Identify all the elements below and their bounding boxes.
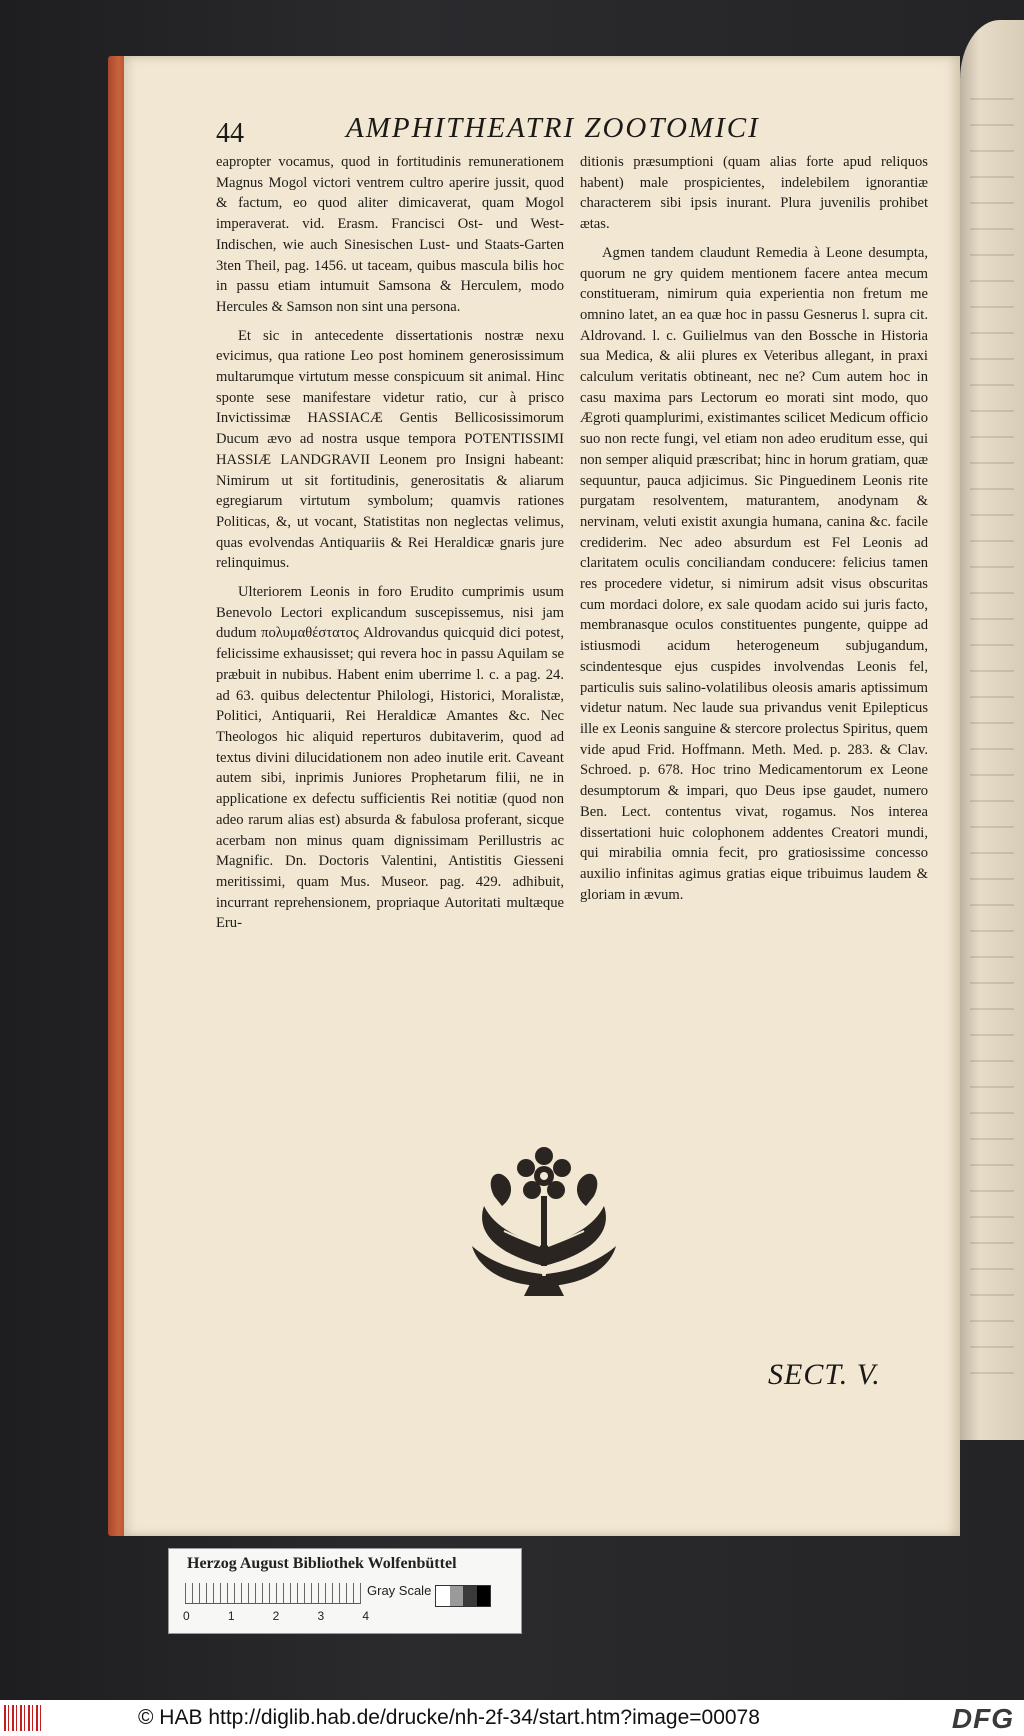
ruler-scale xyxy=(185,1583,361,1604)
ruler-number: 3 xyxy=(317,1609,325,1623)
next-page-edge xyxy=(960,20,1024,1440)
paragraph: Agmen tandem claudunt Remedia à Leone desumpta, quorum ne gry quidem mentionem facere antea mecum constitueram, nimirum quia experientia non fretum me omnino latet, an ea quæ hoc in passu Gesnerus l. supra cit. Aldrovand. l. c. Guilielmus van den Bossche in Historia sua Medica, & alii plures ex Veteribus allegant, in praxi calculum veritatis obtineant, nec ne? Cum autem hoc in casu maxima pars Lectorum eo morati sint modo, quo Ægroti quamplurimi, existimantes scilicet Medicum officio suo non recte fungi, vel etiam non adeo eruditum esse, qui non semper aliquid præscribat; hinc in horum gratiam, quæ sequuntur, pauca adjicimus. Sic Pinguedinem Leonis rite purgatam resolventem, maturantem, anodynam & nervinam, veluti existit axungia humana, canina &c. facile crediderim. Nec adeo absurdum est Fel Leonis ad claritatem oculis conciliandam conducere: felicius tamen res procedere videtur, si nimirum adsit visus obscuritas cum mordaci dolore, ex sale quodam acido sui juris facto, membranasque oculos constituentes pungente, quippe ad istiusmodi acidum heterogeneum subjugandum, scindentesque ejus cuspides involvendas Leonis fel, particulis suis salino-volatilibus oleosis amaris aptissimum videtur natum. Nec laude sua privandus venit Epilepticus ille ex Leonis sanguine & stercore prolectus Spiritus, quem vide apud Frid. Hoffmann. Meth. Med. p. 283. & Clav. Schroed. p. 678. Hoc trino Medicamentorum ex Leone desumptorum & impari, quo Deus ipse gaudet, numero Ben. Lect. contentus vivat, rogamus. Nos interea dissertationi huic colophonem addentes Creatori mundi, qui mirabilia omnia fecit, pro gratiosissime concesso auxilio infinitas agimus gratias eique tribuimus laudem & gloriam in ævum. xyxy=(580,244,928,903)
bleed-through-marks xyxy=(970,80,1014,1380)
gray-scale-swatch xyxy=(435,1585,491,1607)
floral-ornament-icon xyxy=(464,1136,624,1306)
paragraph: ditionis præsumptioni (quam alias forte apud reliquos habent) male prospicientes, indelebilem ignorantiæ characterem sibi ipsis inurant. Plura juvenilis prohibet ætas. xyxy=(580,154,928,233)
dfg-logo: DFG xyxy=(951,1703,1014,1734)
paragraph: Et sic in antecedente dissertationis nostræ nexu evicimus, qua ratione Leo post hominem generosissimum multarumque virtutum messe conspicuum sit animal. Hinc sponte sese manifestare videtur ratio, cur à prisco Invictissimæ HASSIACÆ Gentis Bellicosissimorum Ducum ævo ad nostra usque tempora POTENTISSIMI HASSIÆ LANDGRAVII Leonem pro Insigni habeant: Nimirum ut sit fortitudinis, generositatis & aliarum egregiarum virtutum symbolum; quamvis rationes Politicas, &, ut vocant, Statistitas non neglectas velimus, quas evolvendas Antiquariis & Rei Heraldicæ gnaris jure relinquimus. xyxy=(216,327,564,572)
ruler-number: 1 xyxy=(227,1609,235,1623)
copyright-url[interactable]: © HAB http://diglib.hab.de/drucke/nh-2f-34/start.htm?image=00078 xyxy=(138,1706,760,1729)
book-page xyxy=(124,56,960,1536)
ruler-numbers xyxy=(183,1609,369,1623)
gray-scale-label: Gray Scale xyxy=(367,1583,432,1598)
hab-logo-icon xyxy=(4,1705,42,1731)
ruler-number: 2 xyxy=(272,1609,280,1623)
catchword: SECT. V. xyxy=(768,1358,881,1391)
footer-bar xyxy=(0,1700,1024,1736)
ruler-number: 4 xyxy=(362,1609,369,1623)
paragraph: eapropter vocamus, quod in fortitudinis remunerationem Magnus Mogol victori ventrem cultro aperire jussit, quod & factum, eo quod aliter dimicaverat, quam Mogol imperaverat. vid. Erasm. Francisci Ost- und West- Indischen, wie auch Sinesischen Lust- und Staats-Garten 3ten Theil, pag. 1456. ut taceam, quibus mascula bilis hoc in passu etiam intumuit Samsona & Herculem, modo Hercules & Samson non sint una persona. xyxy=(216,154,564,315)
color-calibration-card xyxy=(168,1548,522,1634)
left-text-column xyxy=(216,152,564,942)
ruler-number: 0 xyxy=(183,1609,190,1623)
running-head: AMPHITHEATRI ZOOTOMICI xyxy=(346,112,760,144)
page-number: 44 xyxy=(216,118,244,149)
library-name: Herzog August Bibliothek Wolfenbüttel xyxy=(187,1555,457,1572)
right-text-column xyxy=(580,152,928,913)
paragraph: Ulteriorem Leonis in foro Erudito cumprimis usum Benevolo Lectori explicandum suscepissemus, nisi jam dudum πολυμαθέστατος Aldrovandus quicquid dici potest, felicissime exhausisset; qui revera hoc in passu Aquilam se præbuit in nubibus. Habent enim uberrime l. c. a pag. 24. ad 63. quibus delectentur Philologi, Historici, Moralistæ, Politici, Antiquarii, Rei Heraldicæ Amantes &c. Nec Theologos hic aliquid reperturos dubitaverim, quod ad textus divini dilucidationem non adeo inutile erit. Caveant autem sibi, inprimis Juniores Prophetarum filii, ne in applicatione ex defectu sufficientis Rei notitiæ (quod non adeo rarum alias est) absurda & fabulosa proferant, sicque acerbam non minus quam dignissimam Perillustris ac Magnific. Dn. Doctoris Valentini, Antistitis Giesseni meritissimi, quam Mus. Museor. pag. 429. adhibuit, incurrant reprehensionem, propriaque Autoritati multæque Eru- xyxy=(216,584,564,932)
